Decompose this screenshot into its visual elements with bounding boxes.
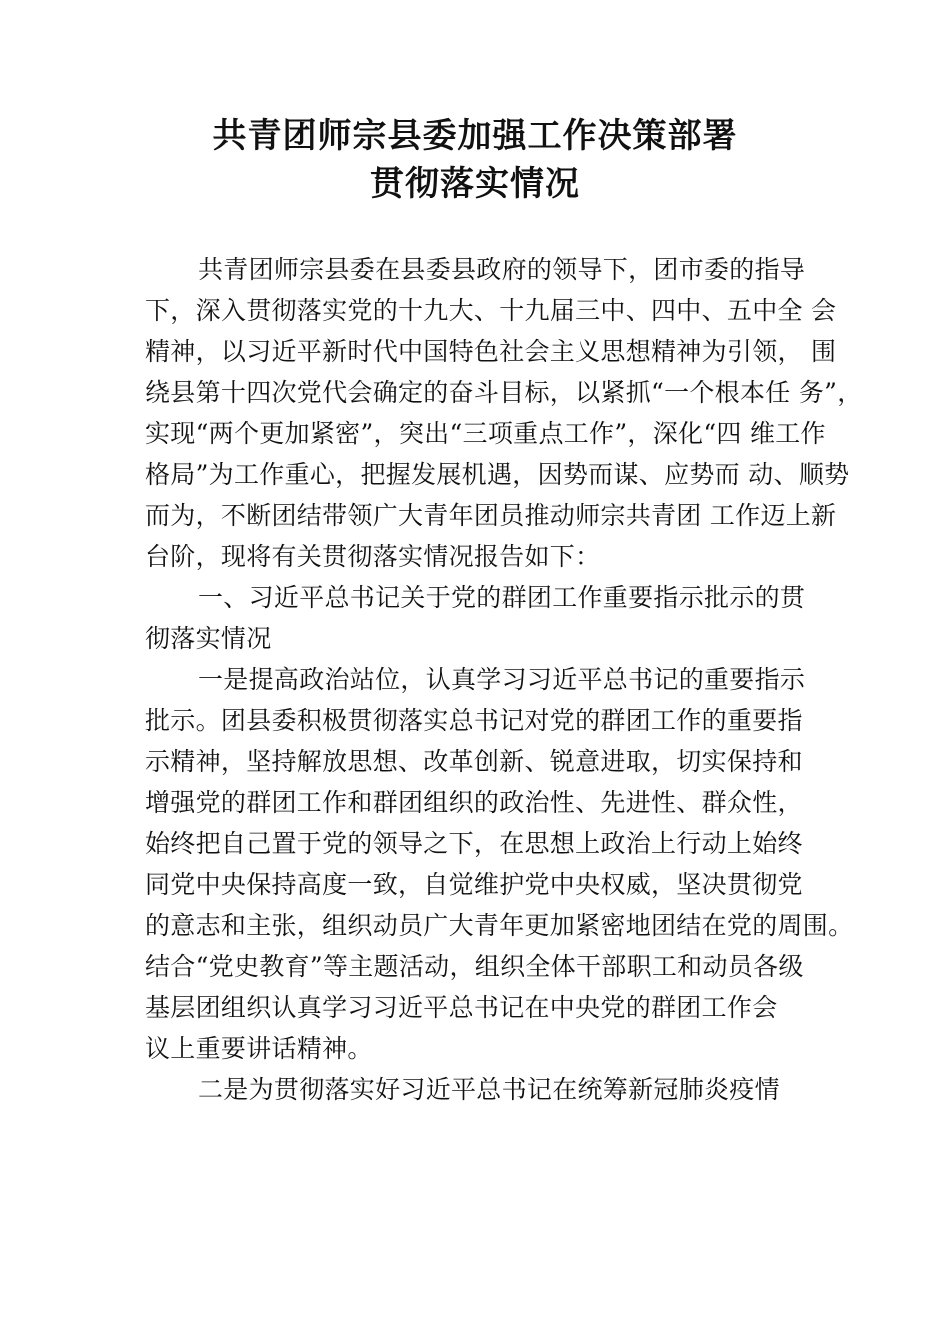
body-line: 议上重要讲话精神。 xyxy=(145,1034,373,1063)
body-line: 的意志和主张，组织动员广大青年更加紧密地团结在党的周围。 xyxy=(145,911,854,940)
body-line: 台阶，现将有关贯彻落实情况报告如下： xyxy=(145,542,601,571)
document-title-line-1: 共青团师宗县委加强工作决策部署 xyxy=(212,116,738,156)
body-line: 同党中央保持高度一致，自觉维护党中央权威，坚决贯彻党 xyxy=(145,870,803,899)
document-title-line-2: 贯彻落实情况 xyxy=(370,164,580,204)
body-line: 结合“党史教育”等主题活动，组织全体干部职工和动员各级 xyxy=(145,952,804,981)
body-line: 绕县第十四次党代会确定的奋斗目标，以紧抓“一个根本任 务”， xyxy=(145,378,863,407)
body-line: 一是提高政治站位，认真学习习近平总书记的重要指示 xyxy=(198,665,806,694)
body-line: 而为，不断团结带领广大青年团员推动师宗共青团 工作迈上新 xyxy=(145,501,837,530)
body-line: 增强党的群团工作和群团组织的政治性、先进性、群众性， xyxy=(145,788,803,817)
section-heading-line: 一、习近平总书记关于党的群团工作重要指示批示的贯 xyxy=(198,583,806,612)
body-line: 实现“两个更加紧密”，突出“三项重点工作”，深化“四 维工作 xyxy=(145,419,826,448)
body-line: 二是为贯彻落实好习近平总书记在统筹新冠肺炎疫情 xyxy=(198,1075,780,1104)
body-line: 共青团师宗县委在县委县政府的领导下，团市委的指导 xyxy=(198,255,806,284)
body-line: 基层团组织认真学习习近平总书记在中央党的群团工作会 xyxy=(145,993,778,1022)
body-line: 下，深入贯彻落实党的十九大、十九届三中、四中、五中全 会 xyxy=(145,296,837,325)
body-line: 批示。团县委积极贯彻落实总书记对党的群团工作的重要指 xyxy=(145,706,803,735)
body-line: 精神，以习近平新时代中国特色社会主义思想精神为引领， 围 xyxy=(145,337,837,366)
body-line: 示精神，坚持解放思想、改革创新、锐意进取，切实保持和 xyxy=(145,747,803,776)
body-line: 始终把自己置于党的领导之下，在思想上政治上行动上始终 xyxy=(145,829,803,858)
section-heading-line: 彻落实情况 xyxy=(145,624,272,653)
body-line: 格局”为工作重心，把握发展机遇，因势而谋、应势而 动、顺势 xyxy=(145,460,850,489)
